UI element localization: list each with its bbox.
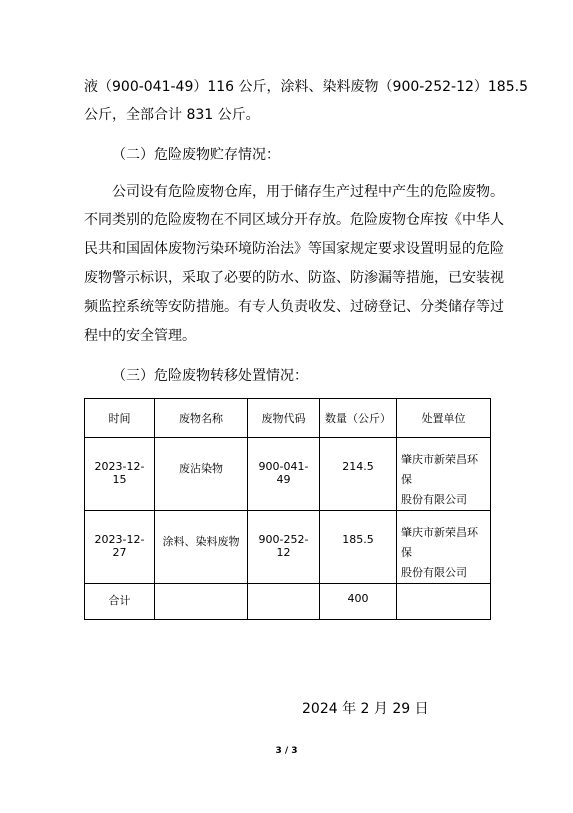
cell-empty	[248, 584, 320, 620]
paragraph-line: 废物警示标识，采取了必要的防水、防盗、防渗漏等措施，已安装视	[84, 270, 504, 286]
waste-transfer-table	[84, 398, 491, 620]
cell-total-label: 合计	[85, 584, 155, 620]
cell-time: 2023-12-15	[85, 438, 155, 511]
cell-empty	[397, 584, 491, 620]
paragraph-line: 液（900-041-49）116 公斤，涂料、染料废物（900-252-12）185.5	[84, 79, 528, 95]
column-header-disposal-unit: 处置单位	[397, 399, 491, 438]
cell-waste-code: 900-252-12	[248, 511, 320, 584]
paragraph-line: 频监控系统等安防措施。有专人负责收发、过磅登记、分类储存等过	[84, 299, 504, 315]
paragraph-line: 程中的安全管理。	[84, 328, 196, 344]
paragraph-line: 公司设有危险废物仓库，用于储存生产过程中产生的危险废物。	[112, 184, 504, 200]
disposal-unit-line: 股份有限公司	[401, 566, 467, 579]
disposal-unit-line: 肇庆市新荣昌环保	[401, 453, 478, 486]
disposal-unit-line: 肇庆市新荣昌环保	[401, 526, 478, 559]
cell-disposal-unit	[397, 511, 491, 584]
paragraph-line: 不同类别的危险废物在不同区域分开存放。危险废物仓库按《中华人	[84, 212, 504, 228]
table-row	[85, 438, 491, 511]
cell-quantity: 185.5	[320, 511, 397, 584]
cell-disposal-unit	[397, 438, 491, 511]
page-number: 3 / 3	[275, 746, 298, 756]
column-header-quantity: 数量（公斤）	[320, 399, 397, 438]
table-row	[85, 511, 491, 584]
section-heading-transfer: （三）危险废物转移处置情况：	[112, 368, 308, 384]
section-heading-storage: （二）危险废物贮存情况：	[112, 147, 280, 163]
column-header-waste-name: 废物名称	[155, 399, 248, 438]
cell-time: 2023-12-27	[85, 511, 155, 584]
paragraph-line: 公斤，全部合计 831 公斤。	[84, 107, 260, 123]
signature-date: 2024 年 2 月 29 日	[302, 701, 429, 717]
table-total-row	[85, 584, 491, 620]
cell-waste-code: 900-041-49	[248, 438, 320, 511]
cell-waste-name: 涂料、染料废物	[155, 511, 248, 584]
column-header-waste-code: 废物代码	[248, 399, 320, 438]
cell-total-quantity: 400	[320, 584, 397, 620]
cell-empty	[155, 584, 248, 620]
table-header-row	[85, 399, 491, 438]
paragraph-line: 民共和国固体废物污染环境防治法》等国家规定要求设置明显的危险	[84, 241, 504, 257]
disposal-unit-line: 股份有限公司	[401, 493, 467, 506]
cell-waste-name: 废沾染物	[155, 438, 248, 511]
column-header-time: 时间	[85, 399, 155, 438]
cell-quantity: 214.5	[320, 438, 397, 511]
